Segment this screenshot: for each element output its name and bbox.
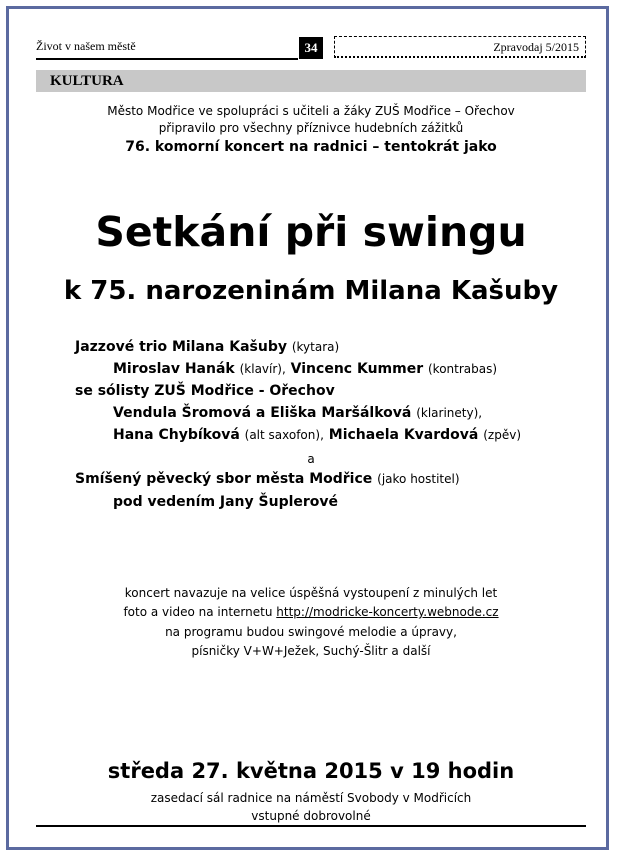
- intro-line-1: Město Modřice ve spolupráci s učiteli a žáky ZUŠ Modřice – Ořechov: [107, 104, 515, 118]
- newsletter-page: [36, 36, 586, 836]
- intro-line-3: 76. komorní koncert na radnici – tentokrát jako: [125, 139, 497, 155]
- page-number: 34: [299, 37, 323, 59]
- performer-conductor: pod vedením Jany Šuplerové: [113, 494, 339, 510]
- info-line-4: písničky V+W+Ježek, Suchý-Šlitr a další: [191, 644, 431, 658]
- performer-and: a: [307, 452, 315, 466]
- concert-title: Setkání při swingu: [95, 208, 527, 256]
- performer-choir: Smíšený pěvecký sbor města Modřice (jako hostitel): [75, 471, 460, 487]
- concert-subtitle: k 75. narozeninám Milana Kašuby: [63, 276, 559, 306]
- event-admission: vstupné dobrovolné: [251, 809, 371, 823]
- intro-line-2: připravilo pro všechny příznivce hudebních zážitků: [158, 121, 464, 135]
- header-rule: [36, 58, 298, 60]
- section-heading: KULTURA: [36, 70, 586, 92]
- performer-line-4: Vendula Šromová a Eliška Maršálková (klarinety),: [113, 405, 483, 421]
- performer-line-2: Miroslav Hanák (klavír), Vincenc Kummer (kontrabas): [113, 361, 498, 377]
- footer-rule: [36, 825, 586, 827]
- page-header: [36, 36, 586, 64]
- performer-trio: Jazzové trio Milana Kašuby (kytara): [75, 339, 340, 355]
- event-date: středa 27. května 2015 v 19 hodin: [107, 759, 515, 783]
- info-line-3: na programu budou swingové melodie a úpravy,: [165, 625, 457, 639]
- info-line-2: foto a video na internetu http://modricke-koncerty.webnode.cz: [123, 605, 499, 619]
- event-venue: zasedací sál radnice na náměstí Svobody v Modřicích: [150, 791, 472, 805]
- performer-soloists: se sólisty ZUŠ Modřice - Ořechov: [75, 383, 335, 399]
- info-line-1: koncert navazuje na velice úspěšná vystoupení z minulých let: [124, 586, 498, 600]
- header-publication: Život v našem městě: [36, 39, 136, 53]
- header-issue: Zpravodaj 5/2015: [493, 40, 579, 54]
- website-link[interactable]: http://modricke-koncerty.webnode.cz: [276, 605, 499, 619]
- header-issue-box: [334, 36, 586, 58]
- performer-line-5: Hana Chybíková (alt saxofon), Michaela Kvardová (zpěv): [113, 427, 522, 443]
